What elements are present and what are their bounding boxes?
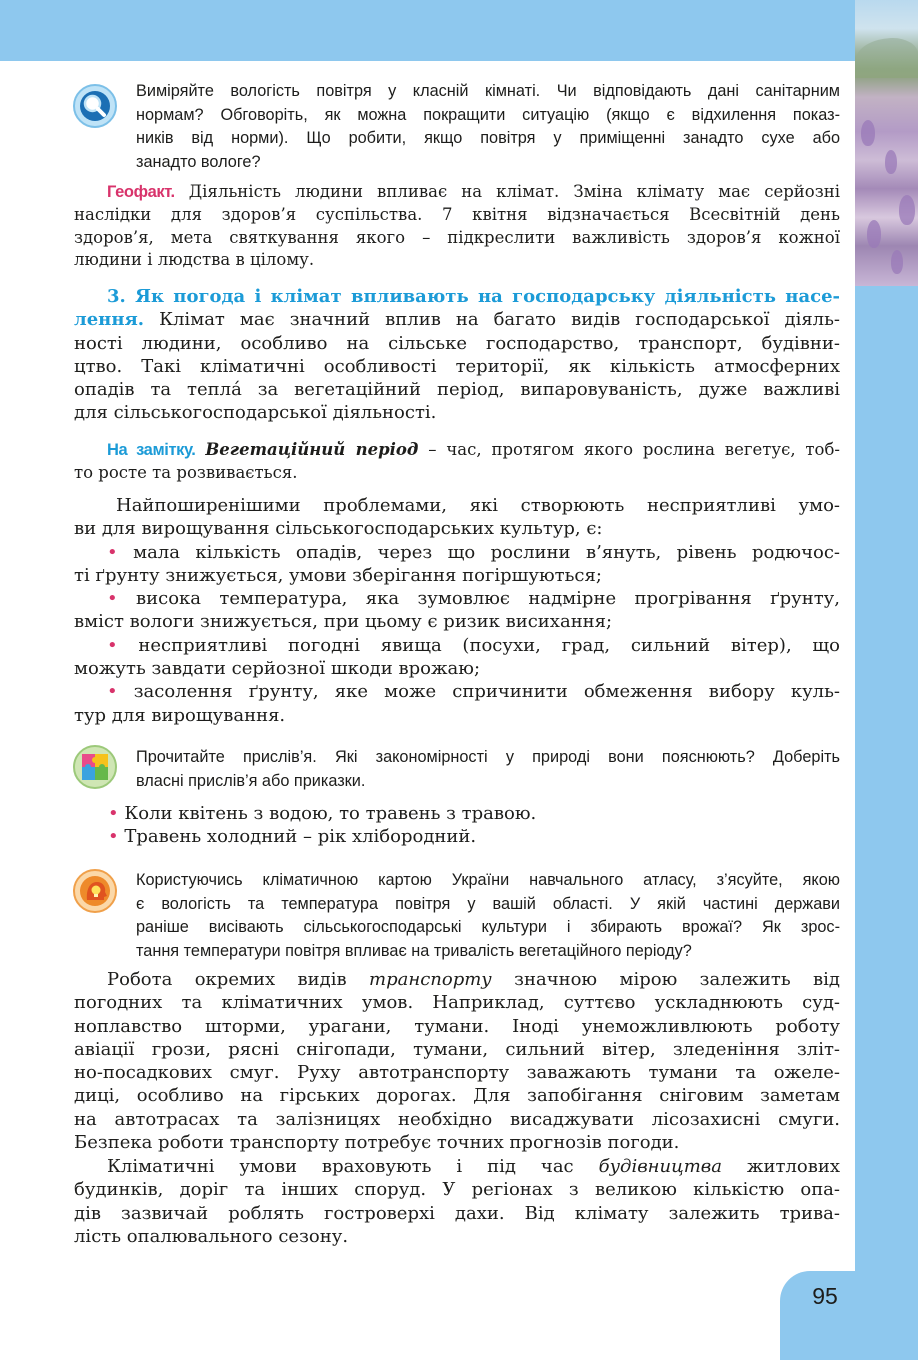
photo-flower <box>899 195 915 225</box>
transport-line: погодних та кліматичних умов. Наприклад, суттєво ускладнюють суд- <box>74 992 840 1014</box>
transport-text: Робота окремих видів <box>107 969 370 990</box>
bullet-text: висока температура, яка зумовлює надмірне прогрівання ґрунту, <box>117 588 840 610</box>
task-measure-humidity <box>136 80 840 174</box>
photo-flower <box>885 150 897 174</box>
task-line: Прочитайте прислів’я. Які закономірності у природі вони пояснюють? Доберіть <box>136 748 840 766</box>
task-line: Користуючись кліматичною картою України навчального атласу, з’ясуйте, якою <box>136 871 840 889</box>
bullet-text: засолення ґрунту, яке може спричинити обмеження вибору куль- <box>117 681 840 703</box>
bullet-continuation: вміст вологи знижується, при цьому є ризик висихання; <box>74 611 613 633</box>
section-line: цтво. Такі кліматичні особливості території, як кількість атмосферних <box>74 355 840 377</box>
section-line-rest: Клімат має значний вплив на багато видів господарської діяль- <box>144 309 840 331</box>
magnifier-icon <box>73 84 117 128</box>
bullet-mark: • <box>107 541 118 563</box>
problems-intro-line: ви для вирощування сільськогосподарських культур, є: <box>74 518 603 540</box>
section-line: для сільськогосподарської діяльності. <box>74 402 437 424</box>
section-heading-end: лення. <box>74 309 145 331</box>
proverbs-list <box>108 802 840 849</box>
transport-first-line <box>74 968 840 991</box>
bullet-continuation: можуть завдати серйозної шкоди врожаю; <box>74 658 481 680</box>
geofact-line: здоров’я, мета святкування якого – підкреслити важливість здоров’я кожної <box>74 227 840 247</box>
page-number: 95 <box>812 1283 838 1309</box>
bullet-mark: • <box>108 826 119 848</box>
bullet-mark: • <box>107 588 118 610</box>
task-line: тання температури повітря впливає на тривалість вегетаційного періоду? <box>136 941 692 960</box>
proverb-text: Коли квітень з водою, то травень з травою. <box>124 803 537 824</box>
construction-line: будинків, доріг та інших споруд. У регіонах з великою кількістю опа- <box>74 1179 840 1201</box>
problems-paragraph <box>74 494 840 727</box>
task-line: нормам? Обговоріть, як можна покращити ситуацію (якщо є відхилення показ- <box>136 105 840 124</box>
bullet-mark: • <box>108 803 119 824</box>
transport-italic: транспорту <box>369 969 492 990</box>
problem-bullet <box>74 587 840 610</box>
transport-line: диці, особливо на гірських дорогах. Для запобігання сніговим заметам <box>74 1085 840 1107</box>
bullet-continuation: ті ґрунту знижується, умови зберігання погіршуються; <box>74 564 602 586</box>
construction-paragraph <box>74 1155 840 1248</box>
photo-flower <box>861 120 875 146</box>
side-photo-crocus-field <box>855 0 918 286</box>
bullet-mark: • <box>107 634 118 656</box>
side-color-band <box>855 286 918 1360</box>
geofact-first-line <box>74 181 840 204</box>
task-line: занадто вологе? <box>136 152 261 171</box>
transport-line: Безпека роботи транспорту потребує точних прогнозів погоди. <box>74 1132 680 1154</box>
note-line-rest: – час, протягом якого рослина вегетує, тоб- <box>418 440 841 459</box>
transport-line: авіації грози, рясні снігопади, тумани, сильний вітер, зледеніння зліт- <box>74 1038 840 1060</box>
geofact-line: Діяльність людини впливає на клімат. Зміна клімату має серйозні <box>174 182 840 201</box>
bullet-continuation: тур для вирощування. <box>74 704 286 726</box>
bullet-mark: • <box>107 681 118 703</box>
top-color-band <box>0 0 918 61</box>
task-proverbs <box>136 746 840 793</box>
task-climate-map <box>136 869 840 963</box>
problem-bullet <box>74 541 840 564</box>
geofact-line: наслідки для здоров’я суспільства. 7 квітня відзначається Всесвітній день <box>74 204 840 224</box>
note-first-line <box>74 439 840 462</box>
problems-intro-line: Найпоширенішими проблемами, які створюють несприятливі умо- <box>116 495 840 516</box>
problem-bullet <box>74 634 840 657</box>
proverb-item <box>108 825 840 848</box>
geofact-paragraph <box>74 181 840 272</box>
construction-line: дів зазвичай роблять гостроверхі дахи. Від клімату залежить трива- <box>74 1202 840 1224</box>
section-line: опадів та теплá за вегетаційний період, випаровуваність, дуже важливі <box>74 379 840 401</box>
construction-text: Кліматичні умови враховують і під час <box>107 1156 599 1177</box>
problem-bullet <box>74 680 840 703</box>
task-line: раніше висівають сільськогосподарські культури і збирають врожаї? Як зрос- <box>136 918 840 936</box>
task-line: власні прислів’я або приказки. <box>136 771 366 790</box>
section-heading: 3. Як погода і клімат впливають на господарську діяльність насе- <box>107 286 840 307</box>
proverb-text: Травень холодний – рік хлібородний. <box>124 826 477 848</box>
construction-text: житлових <box>721 1156 840 1177</box>
task-line: Виміряйте вологість повітря у класній кімнаті. Чи відповідають дані санітарним <box>136 82 840 100</box>
transport-line: на автотрасах та залізницях необхідно висаджувати лісозахисні смуги. <box>74 1108 840 1130</box>
photo-flower <box>867 220 881 248</box>
photo-flower <box>891 250 903 274</box>
transport-line: ноплавство шторми, урагани, тумани. Іноді унеможливлюють роботу <box>74 1015 840 1037</box>
puzzle-icon <box>73 745 117 789</box>
construction-line: лість опалювального сезону. <box>74 1225 349 1247</box>
bullet-text: несприятливі погодні явища (посухи, град, сильний вітер), що <box>117 634 840 656</box>
transport-line: но-посадкових смуг. Руху автотранспорту заважають тумани та ожеле- <box>74 1062 840 1084</box>
section-line <box>74 308 840 331</box>
bullet-text: мала кількість опадів, через що рослини в’януть, рівень родючос- <box>117 541 840 563</box>
construction-first-line <box>74 1155 840 1178</box>
geofact-line: людини і людства в цілому. <box>74 250 315 270</box>
note-paragraph <box>74 439 840 484</box>
geofact-label: Геофакт. <box>107 183 175 201</box>
photo-hill <box>855 38 918 78</box>
section-3-paragraph <box>74 285 840 425</box>
task-line: ників від норми). Що робити, якщо повітря у приміщенні занадто сухе або <box>136 129 840 147</box>
transport-paragraph <box>74 968 840 1154</box>
head-lightbulb-icon <box>73 869 117 913</box>
note-line: то росте та розвивається. <box>74 462 298 482</box>
construction-italic: будівництва <box>598 1156 722 1177</box>
proverb-item <box>108 802 840 825</box>
note-label: На замітку. <box>107 441 196 459</box>
note-term: Вегетаційний період <box>205 440 419 459</box>
transport-text: значною мірою залежить від <box>491 969 840 990</box>
section-line: ності людини, особливо на сільське господарство, транспорт, будівни- <box>74 332 840 354</box>
task-line: є вологість та температура повітря у вашій області. У якій частині держави <box>136 894 840 913</box>
